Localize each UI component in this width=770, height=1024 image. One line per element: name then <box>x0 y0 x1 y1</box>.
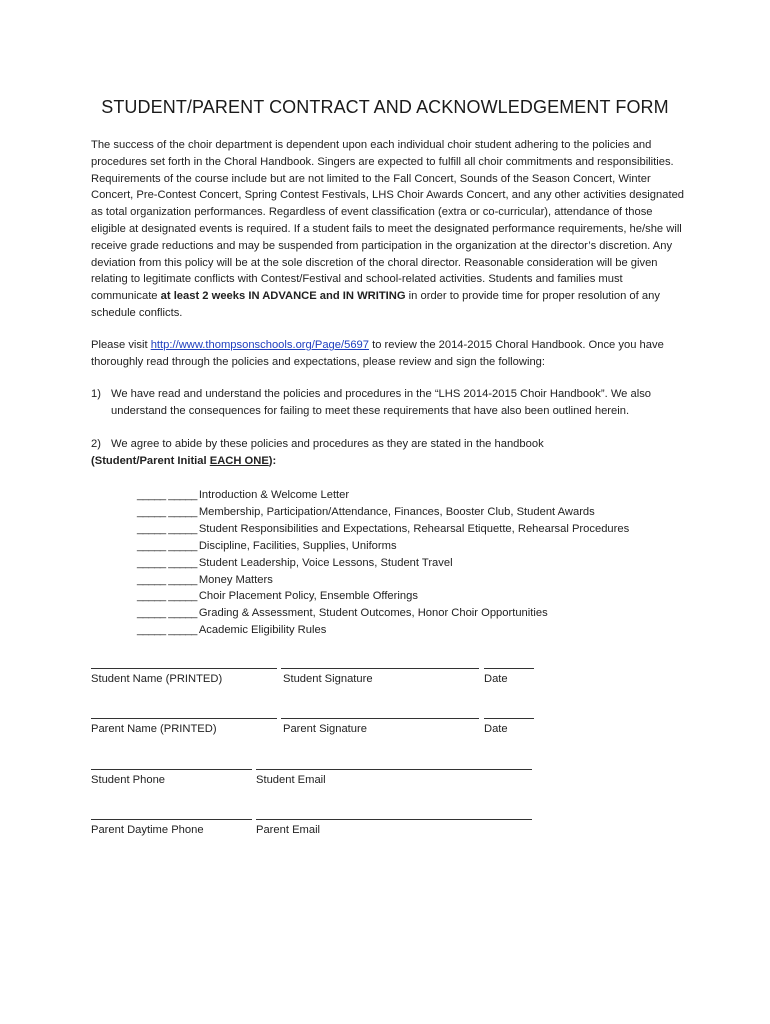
initial-blank[interactable]: _____ _____ <box>137 539 197 552</box>
initial-each-one: EACH ONE <box>209 454 269 467</box>
checklist-item <box>137 538 677 555</box>
item-2-number: 2) <box>91 438 101 450</box>
initial-blank[interactable]: _____ _____ <box>137 556 197 569</box>
student-name-label: Student Name (PRINTED) <box>91 673 223 685</box>
checklist-item-label: Student Responsibilities and Expectations, Rehearsal Etiquette, Rehearsal Procedures <box>198 522 630 535</box>
checklist-item-label: Introduction & Welcome Letter <box>198 489 350 501</box>
initial-blank[interactable]: _____ _____ <box>137 573 197 586</box>
intro-paragraph <box>91 137 686 322</box>
parent-signature-label: Parent Signature <box>283 723 367 735</box>
item-2-text: We agree to abide by these policies and procedures as they are stated in the handbook <box>111 438 544 450</box>
student-signature-line[interactable] <box>281 668 479 669</box>
checklist-item <box>137 588 677 605</box>
initial-suffix: ): <box>268 454 277 467</box>
parent-date-line[interactable] <box>484 718 534 719</box>
checklist-item-label: Choir Placement Policy, Ensemble Offerings <box>198 590 418 603</box>
checklist-item <box>137 605 677 622</box>
agreement-item-1 <box>91 386 686 420</box>
initial-blank[interactable]: _____ _____ <box>137 489 197 501</box>
intro-text: The success of the choir department is dependent upon each individual choir student adhering to the policies and procedures set forth in the Choral Handbook. Singers are expected to fulfill all choir commitments and responsibilities. Requirements of the course include but are not limited to the Fall Concert, Sounds of the Season Concert, Winter Concert, Pre-Contest Concert, Spring Contest Festivals, LHS Choir Awards Concert, and any other activities designated as total organization performances. Regardless of event classification (extra or co-curricular), attendance of those eligible at designated events is required. If a student fails to meet the designated performance requirements, he/she will receive grade reductions and may be suspended from participation in the organization at the director’s discretion. Any deviation from this policy will be at the sole discretion of the choral director. Reasonable consideration will be given relating to legitimate conflicts with Contest/Festival and school-related activities. Students and families must communicate <box>91 139 685 303</box>
student-contact-row <box>91 765 571 795</box>
checklist-item-label: Student Leadership, Voice Lessons, Student Travel <box>198 556 453 569</box>
parent-name-label: Parent Name (PRINTED) <box>91 723 217 735</box>
intro-bold-text: at least 2 weeks IN ADVANCE and IN WRITING <box>160 290 406 303</box>
checklist-item <box>137 521 677 538</box>
initial-blank[interactable]: _____ _____ <box>137 505 197 518</box>
student-email-line[interactable] <box>256 769 532 770</box>
checklist-item <box>137 504 677 521</box>
item-1-continuation: understand the consequences for failing to meet these requirements that have also been outlined herein. <box>111 404 630 417</box>
checklist-item-label: Money Matters <box>198 573 273 586</box>
initial-blank[interactable]: _____ _____ <box>137 522 197 535</box>
student-name-line[interactable] <box>91 668 277 669</box>
checklist-item-label: Membership, Participation/Attendance, Finances, Booster Club, Student Awards <box>198 505 595 518</box>
checklist-item <box>137 487 677 504</box>
intro-end-text: in order to provide time for proper resolution of any schedule conflicts. <box>91 290 660 319</box>
checklist-item <box>137 555 677 572</box>
item-1-number: 1) <box>91 388 101 400</box>
parent-signature-line[interactable] <box>281 718 479 719</box>
parent-phone-label: Parent Daytime Phone <box>91 824 204 836</box>
checklist-item <box>137 622 677 639</box>
parent-email-line[interactable] <box>256 819 532 820</box>
student-phone-label: Student Phone <box>91 774 166 786</box>
visit-prefix: Please visit <box>91 339 151 351</box>
initial-blank[interactable]: _____ _____ <box>137 590 197 603</box>
initial-blank[interactable]: _____ _____ <box>137 607 197 620</box>
visit-suffix: to review the 2014-2015 Choral Handbook. Once you have thoroughly read through the policies and expectations, please review and sign the following: <box>91 339 664 368</box>
parent-contact-row <box>91 815 571 845</box>
parent-signature-row <box>91 714 571 744</box>
parent-date-label: Date <box>484 723 508 735</box>
student-date-label: Date <box>484 673 508 685</box>
visit-paragraph <box>91 337 686 371</box>
item-1-text: We have read and understand the policies and procedures in the “LHS 2014-2015 Choir Handbook”. We also <box>111 388 652 400</box>
checklist-item-label: Academic Eligibility Rules <box>198 624 327 637</box>
initial-blank[interactable]: _____ _____ <box>137 624 197 637</box>
initial-checklist <box>137 487 677 639</box>
parent-email-label: Parent Email <box>256 824 321 836</box>
checklist-item-label: Discipline, Facilities, Supplies, Uniforms <box>198 539 397 552</box>
checklist-item <box>137 572 677 589</box>
student-phone-line[interactable] <box>91 769 252 770</box>
handbook-link[interactable]: http://www.thompsonschools.org/Page/5697 <box>150 339 369 351</box>
student-date-line[interactable] <box>484 668 534 669</box>
agreement-item-2 <box>91 436 686 470</box>
document-title: STUDENT/PARENT CONTRACT AND ACKNOWLEDGEMENT FORM <box>101 97 669 117</box>
initial-instruction <box>91 453 686 470</box>
parent-phone-line[interactable] <box>91 819 252 820</box>
student-email-label: Student Email <box>256 774 326 786</box>
student-signature-label: Student Signature <box>283 673 373 685</box>
student-signature-row <box>91 664 571 694</box>
checklist-item-label: Grading & Assessment, Student Outcomes, Honor Choir Opportunities <box>198 607 548 620</box>
parent-name-line[interactable] <box>91 718 277 719</box>
initial-prefix: (Student/Parent Initial <box>91 454 210 467</box>
